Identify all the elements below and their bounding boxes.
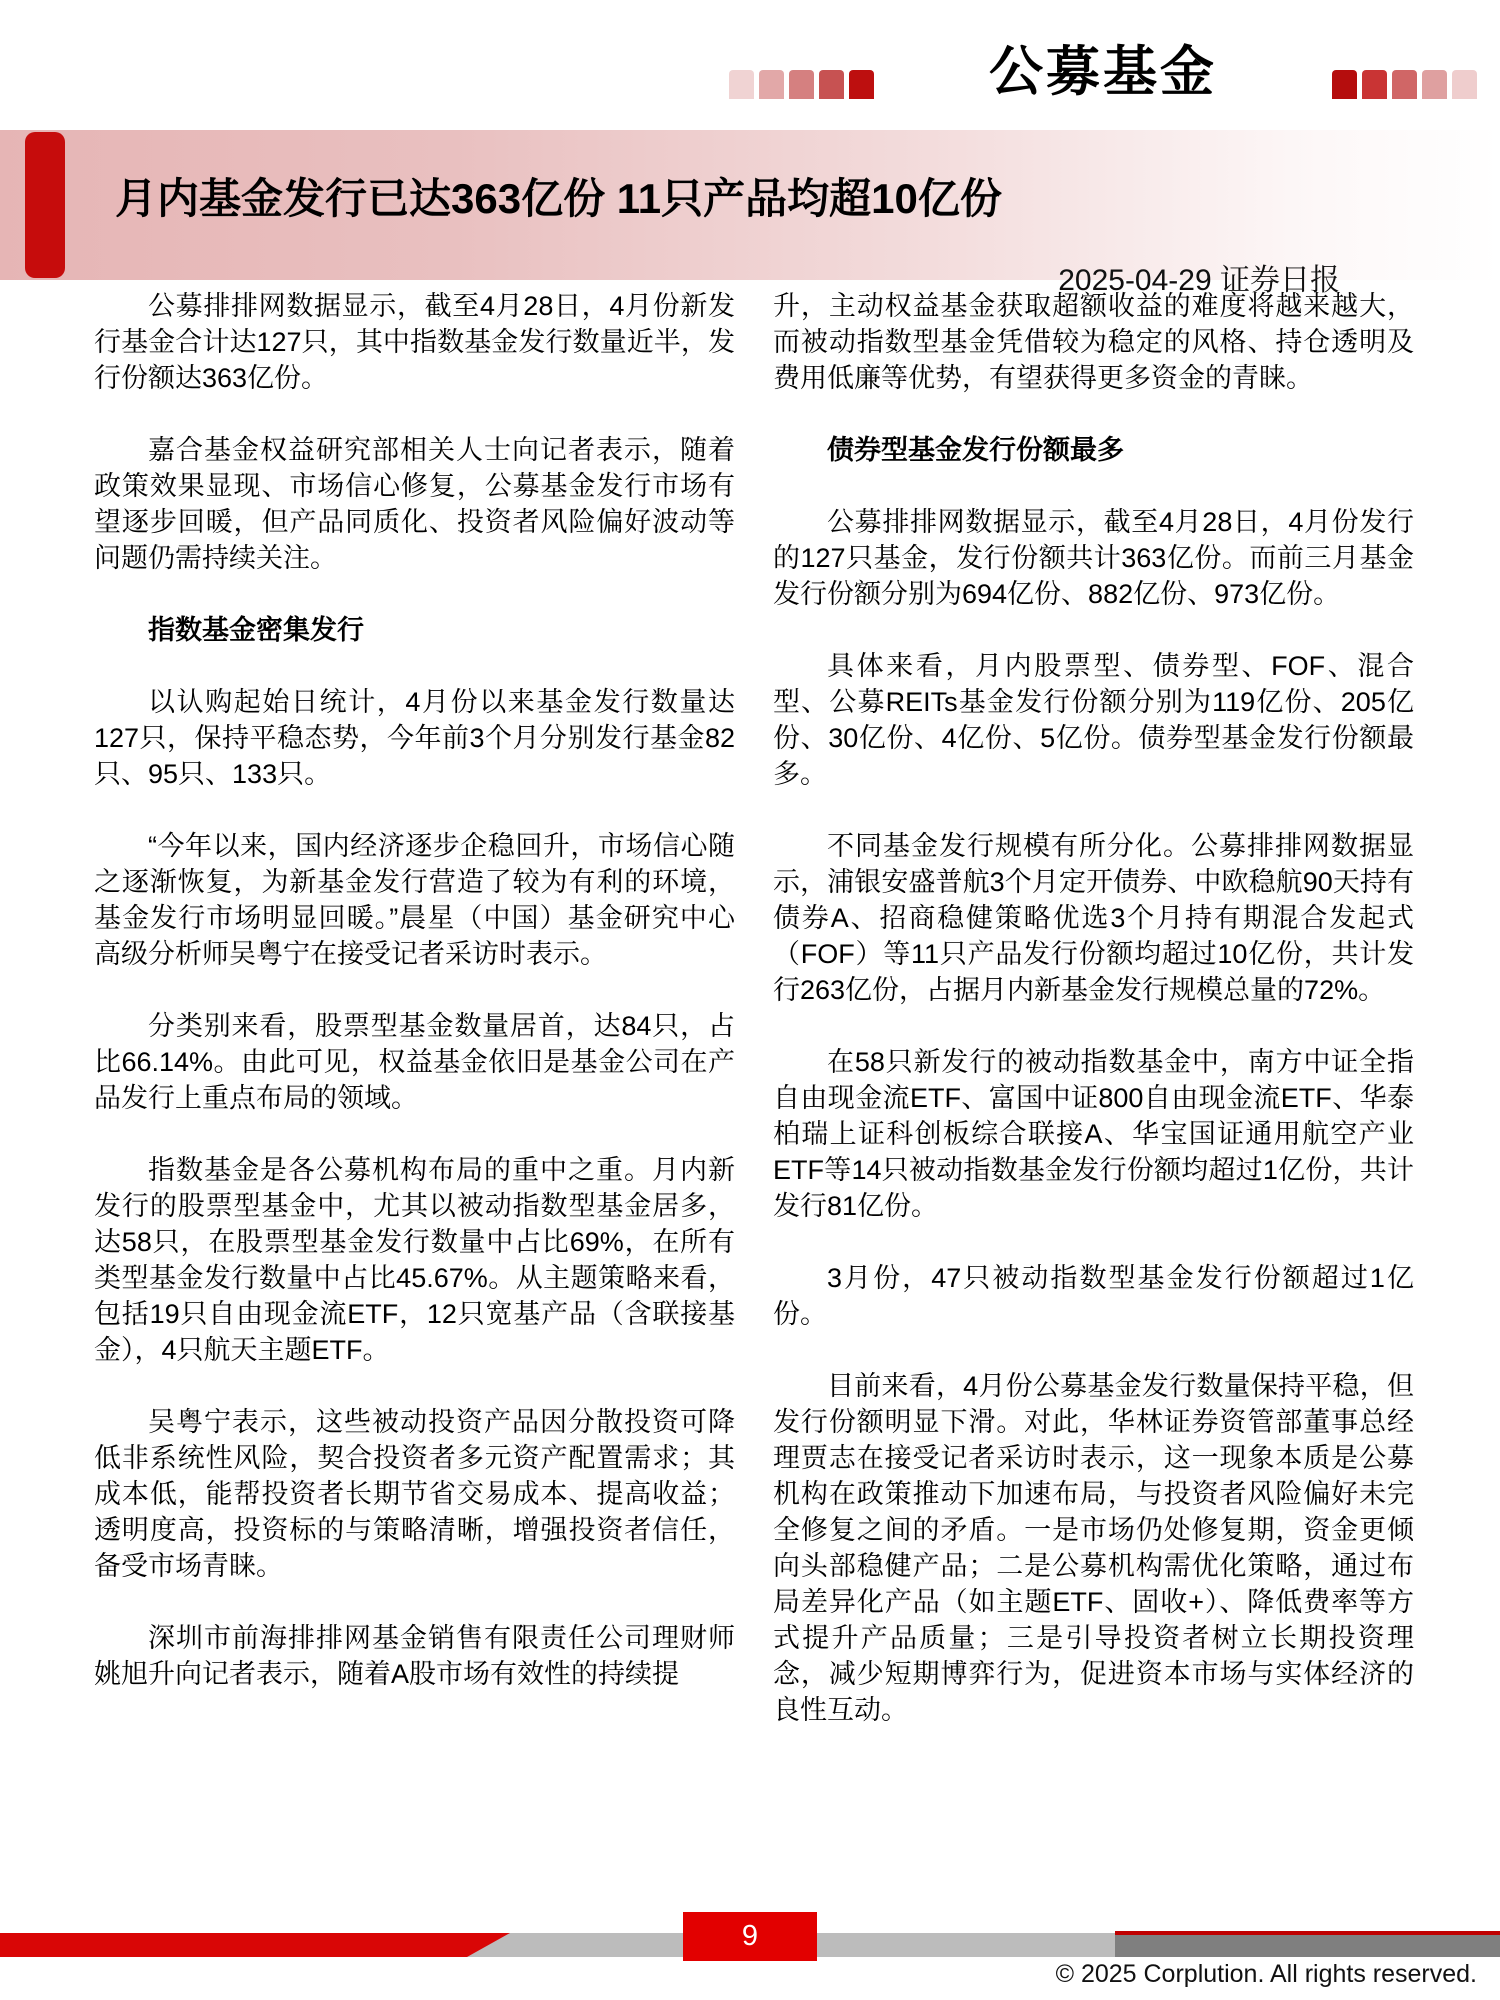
article-column-right (773, 288, 1414, 1764)
paragraph: “今年以来，国内经济逐步企稳回升，市场信心随之逐渐恢复，为新基金发行营造了较为有利的环境，基金发行市场明显回暖。”晨星（中国）基金研究中心高级分析师吴粤宁在接受记者采访时表示。 (94, 831, 735, 969)
paragraph: 深圳市前海排排网基金销售有限责任公司理财师姚旭升向记者表示，随着A股市场有效性的持续提 (94, 1623, 735, 1689)
page-number: 9 (741, 1920, 759, 1952)
deco-square (849, 70, 874, 99)
paragraph: 目前来看，4月份公募基金发行数量保持平稳，但发行份额明显下滑。对此，华林证券资管部董事总经理贾志在接受记者采访时表示，这一现象本质是公募机构在政策推动下加速布局，与投资者风险偏好未完全修复之间的矛盾。一是市场仍处修复期，资金更倾向头部稳健产品；二是公募机构需优化策略，通过布局差异化产品（如主题ETF、固收+）、降低费率等方式提升产品质量；三是引导投资者树立长期投资理念，减少短期博弈行为，促进资本市场与实体经济的良性互动。 (773, 1371, 1414, 1725)
article-title: 月内基金发行已达363亿份 11只产品均超10亿份 (115, 175, 1002, 222)
paragraph: 公募排排网数据显示，截至4月28日，4月份发行的127只基金，发行份额共计363亿份。而前三月基金发行份额分别为694亿份、882亿份、973亿份。 (773, 507, 1414, 609)
paragraph: 具体来看，月内股票型、债券型、FOF、混合型、公募REITs基金发行份额分别为119亿份、205亿份、30亿份、4亿份、5亿份。债券型基金发行份额最多。 (773, 651, 1414, 789)
deco-square (729, 70, 754, 99)
paragraph: 3月份，47只被动指数型基金发行份额超过1亿份。 (773, 1263, 1414, 1329)
dateline: 2025-04-29 证券日报 (1058, 264, 1340, 297)
deco-square (1332, 70, 1357, 99)
deco-square (819, 70, 844, 99)
deco-squares-right (1332, 70, 1477, 99)
deco-square (1452, 70, 1477, 99)
paragraph: 升，主动权益基金获取超额收益的难度将越来越大，而被动指数型基金凭借较为稳定的风格、持仓透明及费用低廉等优势，有望获得更多资金的青睐。 (773, 291, 1414, 393)
deco-square (1392, 70, 1417, 99)
section-heading: 指数基金密集发行 (148, 615, 364, 645)
copyright-text: © 2025 Corplution. All rights reserved. (1055, 1960, 1477, 1988)
section-heading: 债券型基金发行份额最多 (827, 435, 1124, 465)
deco-squares-left (729, 70, 874, 99)
deco-square (1422, 70, 1447, 99)
page-number-badge (683, 1912, 817, 1961)
deco-square (789, 70, 814, 99)
deco-square (759, 70, 784, 99)
banner-red-bar (25, 132, 65, 278)
paragraph: 分类别来看，股票型基金数量居首，达84只，占比66.14%。由此可见，权益基金依旧是基金公司在产品发行上重点布局的领域。 (94, 1011, 735, 1113)
paragraph: 以认购起始日统计，4月份以来基金发行数量达127只，保持平稳态势，今年前3个月分别发行基金82只、95只、133只。 (94, 687, 735, 789)
paragraph: 在58只新发行的被动指数基金中，南方中证全指自由现金流ETF、富国中证800自由现金流ETF、华泰柏瑞上证科创板综合联接A、华宝国证通用航空产业ETF等14只被动指数基金发行份额均超过1亿份，共计发行81亿份。 (773, 1047, 1414, 1221)
deco-square (1362, 70, 1387, 99)
paragraph: 公募排排网数据显示，截至4月28日，4月份新发行基金合计达127只，其中指数基金发行数量近半，发行份额达363亿份。 (94, 291, 735, 393)
page-title: 公募基金 (989, 42, 1217, 102)
paragraph: 不同基金发行规模有所分化。公募排排网数据显示，浦银安盛普航3个月定开债券、中欧稳航90天持有债券A、招商稳健策略优选3个月持有期混合发起式（FOF）等11只产品发行份额均超过10亿份，共计发行263亿份，占据月内新基金发行规模总量的72%。 (773, 831, 1414, 1005)
paragraph: 指数基金是各公募机构布局的重中之重。月内新发行的股票型基金中，尤其以被动指数型基金居多，达58只，在股票型基金发行数量中占比69%，在所有类型基金发行数量中占比45.67%。从主题策略来看，包括19只自由现金流ETF，12只宽基产品（含联接基金），4只航天主题ETF。 (94, 1155, 735, 1365)
footer-bar-dark-gray (1115, 1931, 1500, 1957)
article-column-left (94, 288, 735, 1728)
footer-bar-red (0, 1933, 510, 1957)
paragraph: 吴粤宁表示，这些被动投资产品因分散投资可降低非系统性风险，契合投资者多元资产配置需求；其成本低，能帮投资者长期节省交易成本、提高收益；透明度高，投资标的与策略清晰，增强投资者信任，备受市场青睐。 (94, 1407, 735, 1581)
paragraph: 嘉合基金权益研究部相关人士向记者表示，随着政策效果显现、市场信心修复，公募基金发行市场有望逐步回暖，但产品同质化、投资者风险偏好波动等问题仍需持续关注。 (94, 435, 735, 573)
